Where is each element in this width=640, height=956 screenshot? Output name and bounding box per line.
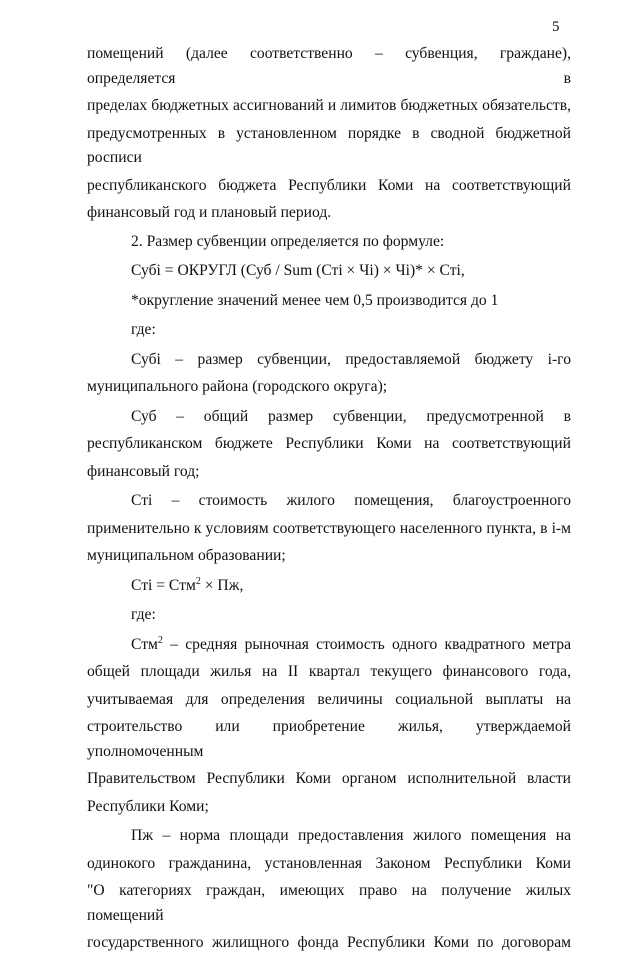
text-line: Субi – размер субвенции, предоставляемой бюджету i-го xyxy=(131,350,571,368)
definition-stm xyxy=(87,633,571,820)
where-label: где: xyxy=(131,321,156,338)
rounding-note: *округление значений менее чем 0,5 производится до 1 xyxy=(131,291,499,309)
text-line: применительно к условиям соответствующего населенного пункта, в i-м xyxy=(87,519,571,537)
definition-stm-first-line: – средняя рыночная стоимость одного квадратного метра xyxy=(162,635,571,653)
paragraph-size-formula-intro: 2. Размер субвенции определяется по формуле: xyxy=(131,232,445,250)
text-line: Правительством Республики Коми органом исполнительной власти xyxy=(87,770,571,787)
definition-sti xyxy=(87,489,571,569)
text-line xyxy=(87,633,571,658)
where-label: где: xyxy=(131,606,156,623)
text-line: строительство или приобретение жилья, утверждаемой уполномоченным xyxy=(87,718,571,760)
text-line: одинокого гражданина, установленная Законом Республики Коми xyxy=(87,854,571,872)
text-line: финансовый год; xyxy=(87,462,200,480)
superscript: 2 xyxy=(157,634,163,646)
term-stm: Стм xyxy=(131,635,158,653)
definition-sub xyxy=(87,405,571,485)
text-line: республиканском бюджете Республики Коми на соответствующий xyxy=(87,435,571,452)
formula-sti-right: × Пж, xyxy=(200,576,244,594)
definition-pzh xyxy=(87,824,571,956)
definition-subi xyxy=(87,348,571,400)
page-number: 5 xyxy=(552,19,560,35)
text-line: Республики Коми; xyxy=(87,797,209,815)
superscript: 2 xyxy=(195,575,201,587)
text-line: "О категориях граждан, имеющих право на получение жилых помещений xyxy=(87,882,571,924)
text-line: финансовый год и плановый период. xyxy=(87,204,332,221)
text-line: предусмотренных в установленном порядке в сводной бюджетной росписи xyxy=(87,124,571,166)
text-line: республиканского бюджета Республики Коми на соответствующий xyxy=(87,176,571,194)
text-line: муниципального района (городского округа); xyxy=(87,378,388,395)
text-line: помещений (далее соответственно – субвенция, граждане), определяется в xyxy=(87,45,571,87)
text-line: Пж – норма площади предоставления жилого помещения на xyxy=(131,827,571,844)
formula-sti xyxy=(87,574,571,599)
text-line: государственного жилищного фонда Республики Коми по договорам xyxy=(87,934,571,951)
text-line: муниципальном образовании; xyxy=(87,547,286,564)
text-line: Стi – стоимость жилого помещения, благоустроенного xyxy=(131,492,571,509)
text-line: учитываемая для определения величины социальной выплаты на xyxy=(87,690,571,708)
formula-sti-left: Стi = Стм xyxy=(131,576,196,594)
text-line: пределах бюджетных ассигнований и лимитов бюджетных обязательств, xyxy=(87,97,571,114)
text-line: Суб – общий размер субвенции, предусмотренной в xyxy=(131,407,571,425)
formula-subvention: Субi = ОКРУГЛ (Суб / Sum (Стi × Чi) × Чi)* × Стi, xyxy=(131,262,465,279)
document-body xyxy=(87,42,571,956)
paragraph-funding-limits xyxy=(87,42,571,226)
text-line: общей площади жилья на II квартал текущего финансового года, xyxy=(87,663,571,680)
